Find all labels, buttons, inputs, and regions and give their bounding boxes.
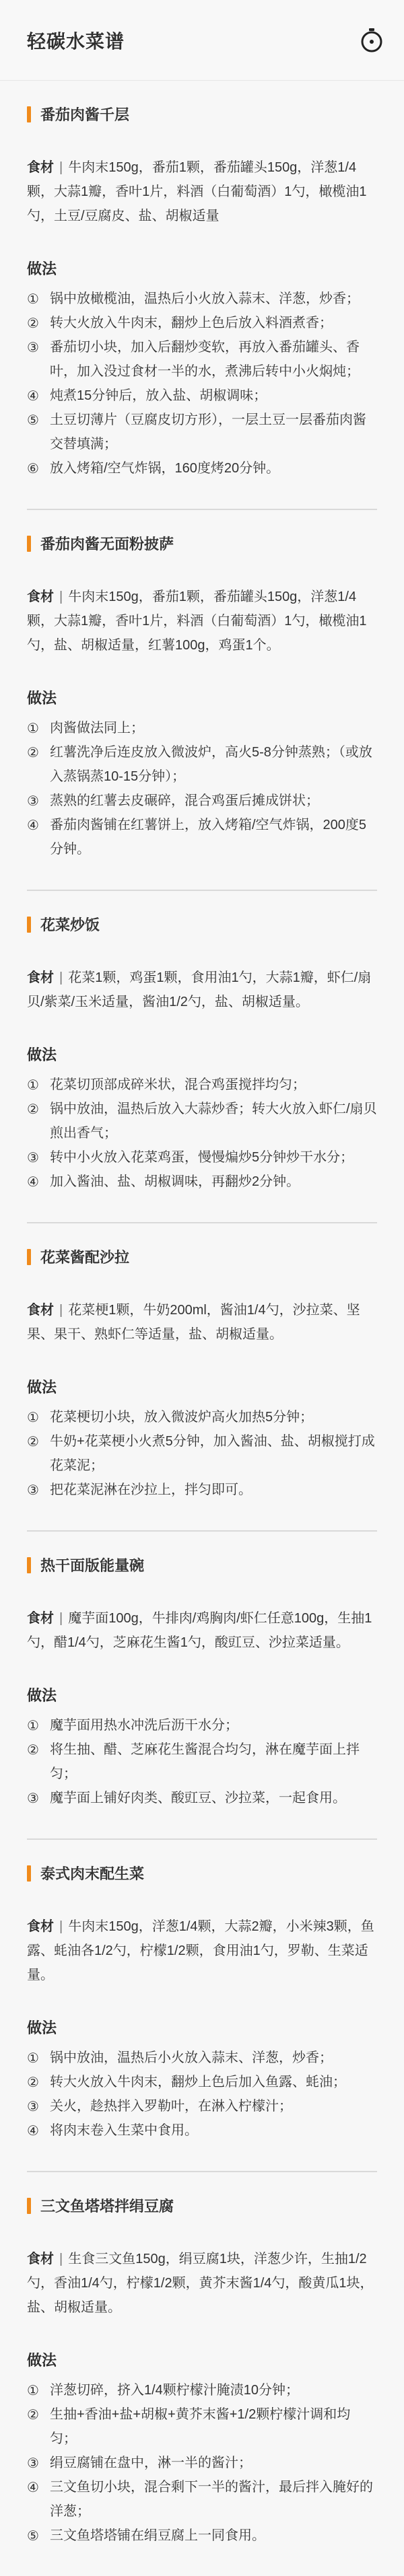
step-number: ④: [27, 2479, 39, 2495]
step-number: ④: [27, 817, 39, 833]
recipe-title-text: 番茄肉酱千层: [40, 106, 130, 123]
method-label: 做法: [27, 1046, 57, 1063]
accent-bar: [27, 2198, 31, 2214]
ingredients-text: 花菜1颗，鸡蛋1颗，食用油1勺，大蒜1瓣，虾仁/扇贝/紫菜/玉米适量，酱油1/2勺，盐、胡椒适量。: [27, 970, 372, 1009]
step-text: 牛奶+花菜梗小火煮5分钟，加入酱油、盐、胡椒搅打成花菜泥；: [50, 1434, 375, 1473]
step-text: 转大火放入牛肉末，翻炒上色后加入鱼露、蚝油；: [50, 2075, 346, 2089]
recipe-title: [27, 1246, 377, 1267]
step-item: [27, 740, 377, 789]
step-item: [27, 456, 377, 480]
step-number: ②: [27, 1433, 39, 1450]
step-number: ①: [27, 1409, 39, 1425]
step-text: 肉酱做法同上；: [50, 721, 144, 736]
ingredients-label: 食材: [27, 1611, 54, 1626]
step-text: 炖煮15分钟后，放入盐、胡椒调味；: [50, 388, 267, 403]
step-item: [27, 1405, 377, 1429]
step-number: ③: [27, 793, 39, 809]
step-item: [27, 1478, 377, 1502]
step-number: ②: [27, 744, 39, 760]
ingredients: [27, 2247, 377, 2320]
separator: |: [59, 589, 63, 604]
step-text: 加入酱油、盐、胡椒调味，再翻炒2分钟。: [50, 1174, 300, 1189]
step-list: [27, 716, 377, 861]
step-list: [27, 287, 377, 480]
step-text: 将肉末卷入生菜中食用。: [50, 2123, 198, 2138]
step-number: ②: [27, 2074, 39, 2090]
accent-bar: [27, 536, 31, 552]
method-label: 做法: [27, 1379, 57, 1396]
step-number: ①: [27, 720, 39, 736]
step-text: 生抽+香油+盐+胡椒+黄芥末酱+1/2颗柠檬汁调和均匀；: [50, 2407, 351, 2446]
recipe-section: [27, 81, 377, 510]
recipe-list: [0, 81, 404, 2576]
separator: |: [59, 2252, 63, 2266]
step-text: 三文鱼塔塔铺在绢豆腐上一同食用。: [50, 2528, 265, 2543]
step-list: [27, 1073, 377, 1194]
separator: |: [59, 970, 63, 985]
recipe-title-text: 花菜酱配沙拉: [40, 1249, 130, 1266]
step-item: [27, 1713, 377, 1738]
ingredients: [27, 1915, 377, 1987]
step-number: ②: [27, 2406, 39, 2423]
recipe-section: [27, 2172, 377, 2576]
step-item: [27, 2094, 377, 2118]
step-item: [27, 789, 377, 813]
step-number: ①: [27, 2050, 39, 2066]
step-text: 番茄切小块，加入后翻炒变软，再放入番茄罐头、香叶，加入没过食材一半的水，煮沸后转中小火焖炖；: [50, 340, 360, 379]
ingredients-label: 食材: [27, 1303, 54, 1318]
step-text: 花菜梗切小块，放入微波炉高火加热5分钟；: [50, 1410, 314, 1425]
method-label: 做法: [27, 2019, 57, 2036]
recipe-title: [27, 1554, 377, 1575]
recipe-section: [27, 1840, 377, 2172]
step-list: [27, 1713, 377, 1810]
step-text: 蒸熟的红薯去皮碾碎，混合鸡蛋后摊成饼状；: [50, 793, 319, 808]
step-item: [27, 2118, 377, 2143]
step-text: 魔芋面用热水冲洗后沥干水分；: [50, 1718, 238, 1733]
step-number: ②: [27, 1101, 39, 1117]
separator: |: [59, 160, 63, 175]
ingredients-text: 牛肉末150g，番茄1颗，番茄罐头150g，洋葱1/4颗，大蒜1瓣，香叶1片，料酒（白葡萄酒）1勺，橄榄油1勺，土豆/豆腐皮、盐、胡椒适量: [27, 160, 367, 223]
step-number: ⑥: [27, 460, 39, 476]
ingredients-text: 牛肉末150g，番茄1颗，番茄罐头150g，洋葱1/4颗，大蒜1瓣，香叶1片，料酒（白葡萄酒）1勺，橄榄油1勺，盐、胡椒适量，红薯100g，鸡蛋1个。: [27, 589, 367, 653]
ingredients-label: 食材: [27, 970, 54, 985]
accent-bar: [27, 1557, 31, 1573]
step-number: ③: [27, 1790, 39, 1806]
accent-bar: [27, 106, 31, 122]
separator: |: [59, 1611, 63, 1626]
page-title: 轻碳水菜谱: [27, 30, 125, 52]
step-text: 把花菜泥淋在沙拉上，拌匀即可。: [50, 1482, 252, 1497]
step-item: [27, 2451, 377, 2475]
timer-icon[interactable]: [358, 27, 385, 54]
step-item: [27, 813, 377, 861]
ingredients-label: 食材: [27, 1919, 54, 1934]
step-number: ①: [27, 1717, 39, 1733]
ingredients: [27, 1606, 377, 1655]
ingredients-label: 食材: [27, 2252, 54, 2266]
step-item: [27, 408, 377, 456]
recipe-title: [27, 1863, 377, 1884]
ingredients-label: 食材: [27, 160, 54, 175]
step-text: 绢豆腐铺在盘中，淋一半的酱汁；: [50, 2456, 252, 2470]
step-number: ⑤: [27, 412, 39, 428]
step-item: [27, 1145, 377, 1170]
app-header: [0, 0, 404, 81]
step-item: [27, 2378, 377, 2402]
step-text: 关火，趁热拌入罗勒叶，在淋入柠檬汁；: [50, 2099, 292, 2114]
step-item: [27, 287, 377, 311]
recipe-section: [27, 510, 377, 891]
step-number: ④: [27, 1174, 39, 1190]
method-label: 做法: [27, 2352, 57, 2369]
accent-bar: [27, 1865, 31, 1882]
step-item: [27, 2402, 377, 2451]
step-text: 三文鱼切小块，混合剩下一半的酱汁，最后拌入腌好的洋葱；: [50, 2480, 373, 2519]
method-label: 做法: [27, 1687, 57, 1704]
step-item: [27, 384, 377, 408]
step-text: 花菜切顶部成碎米状，混合鸡蛋搅拌均匀；: [50, 1077, 306, 1092]
step-number: ③: [27, 2098, 39, 2114]
step-number: ①: [27, 291, 39, 307]
recipe-title-text: 花菜炒饭: [40, 917, 100, 933]
step-number: ①: [27, 1077, 39, 1093]
step-number: ③: [27, 1149, 39, 1166]
step-item: [27, 2475, 377, 2524]
accent-bar: [27, 1249, 31, 1265]
step-item: [27, 335, 377, 384]
ingredients-text: 牛肉末150g，洋葱1/4颗，大蒜2瓣，小米辣3颗，鱼露、蚝油各1/2勺，柠檬1/2颗，食用油1勺，罗勒、生菜适量。: [27, 1919, 374, 1982]
step-number: ②: [27, 1742, 39, 1758]
method-label: 做法: [27, 260, 57, 277]
step-text: 番茄肉酱铺在红薯饼上，放入烤箱/空气炸锅，200度5分钟。: [50, 818, 367, 857]
step-text: 转大火放入牛肉末，翻炒上色后放入料酒煮香；: [50, 316, 333, 330]
step-number: ②: [27, 315, 39, 331]
step-list: [27, 2046, 377, 2143]
step-item: [27, 311, 377, 335]
step-text: 锅中放橄榄油，温热后小火放入蒜末、洋葱，炒香；: [50, 291, 360, 306]
ingredients-text: 花菜梗1颗，牛奶200ml，酱油1/4勺，沙拉菜、坚果、果干、熟虾仁等适量，盐、胡椒适量。: [27, 1303, 360, 1342]
ingredients-label: 食材: [27, 589, 54, 604]
ingredients-text: 魔芋面100g，牛排肉/鸡胸肉/虾仁任意100g，生抽1勺，醋1/4勺，芝麻花生酱1勺，酸豇豆、沙拉菜适量。: [27, 1611, 372, 1650]
step-text: 魔芋面上铺好肉类、酸豇豆、沙拉菜，一起食用。: [50, 1791, 346, 1805]
step-number: ⑤: [27, 2528, 39, 2544]
recipe-section: [27, 891, 377, 1223]
recipe-title-text: 番茄肉酱无面粉披萨: [40, 536, 174, 552]
method-label: 做法: [27, 690, 57, 707]
step-item: [27, 1738, 377, 1786]
recipe-section: [27, 1223, 377, 1532]
recipe-title: [27, 2195, 377, 2216]
ingredients: [27, 585, 377, 657]
step-item: [27, 1170, 377, 1194]
step-item: [27, 2070, 377, 2094]
step-number: ④: [27, 388, 39, 404]
separator: |: [59, 1919, 63, 1934]
ingredients: [27, 1298, 377, 1347]
step-number: ④: [27, 2122, 39, 2139]
step-item: [27, 716, 377, 740]
step-number: ③: [27, 2455, 39, 2471]
step-text: 放入烤箱/空气炸锅，160度烤20分钟。: [50, 461, 280, 476]
ingredients: [27, 966, 377, 1014]
step-item: [27, 1097, 377, 1145]
step-item: [27, 1073, 377, 1097]
step-list: [27, 2378, 377, 2548]
step-item: [27, 2524, 377, 2548]
separator: |: [59, 1303, 63, 1318]
step-text: 红薯洗净后连皮放入微波炉，高火5-8分钟蒸熟；（或放入蒸锅蒸10-15分钟）；: [50, 745, 372, 784]
recipe-title: [27, 533, 377, 554]
step-number: ③: [27, 1482, 39, 1498]
step-item: [27, 1786, 377, 1810]
ingredients: [27, 155, 377, 228]
step-text: 洋葱切碎，挤入1/4颗柠檬汁腌渍10分钟；: [50, 2383, 300, 2398]
step-text: 土豆切薄片（豆腐皮切方形），一层土豆一层番茄肉酱交替填满；: [50, 413, 366, 452]
step-item: [27, 1429, 377, 1478]
accent-bar: [27, 917, 31, 933]
recipe-title: [27, 104, 377, 124]
step-text: 转中小火放入花菜鸡蛋，慢慢煸炒5分钟炒干水分；: [50, 1150, 354, 1165]
step-text: 锅中放油，温热后放入大蒜炒香；转大火放入虾仁/扇贝煎出香气；: [50, 1102, 377, 1141]
step-number: ①: [27, 2382, 39, 2398]
recipe-title-text: 三文鱼塔塔拌绢豆腐: [40, 2198, 174, 2215]
recipe-title-text: 热干面版能量碗: [40, 1557, 145, 1574]
step-text: 将生抽、醋、芝麻花生酱混合均匀，淋在魔芋面上拌匀；: [50, 1742, 360, 1781]
step-text: 锅中放油，温热后小火放入蒜末、洋葱，炒香；: [50, 2050, 333, 2065]
recipe-title-text: 泰式肉末配生菜: [40, 1865, 145, 1882]
step-number: ③: [27, 339, 39, 355]
step-list: [27, 1405, 377, 1502]
recipe-section: [27, 1532, 377, 1840]
ingredients-text: 生食三文鱼150g，绢豆腐1块，洋葱少许，生抽1/2勺，香油1/4勺，柠檬1/2颗，黄芥末酱1/4勺，酸黄瓜1块，盐、胡椒适量。: [27, 2252, 374, 2315]
step-item: [27, 2046, 377, 2070]
recipe-title: [27, 914, 377, 935]
